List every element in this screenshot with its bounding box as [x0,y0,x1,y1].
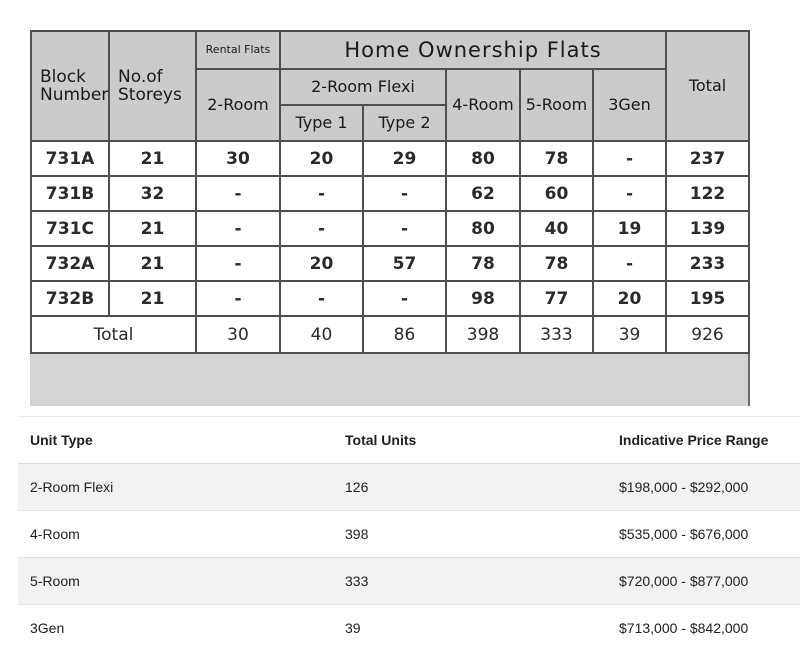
total-grand: 926 [666,316,749,353]
header-block-number: Block Number [31,31,109,141]
cell-flexi-type-2: 57 [363,246,446,281]
cell-4-room: 80 [446,141,520,176]
cell-4-room: 80 [446,211,520,246]
header-3gen: 3Gen [593,69,666,141]
cell-total-units: 39 [345,620,361,636]
cell-3gen: 20 [593,281,666,316]
cell-total: 195 [666,281,749,316]
cell-storeys: 21 [109,211,196,246]
cell-total-units: 333 [333,558,607,605]
header-5-room: 5-Room [520,69,593,141]
cell-total: 237 [666,141,749,176]
header-indicative-price-range: Indicative Price Range [607,417,800,464]
table-row [31,281,749,316]
cell-unit-type: 4-Room [30,526,80,542]
cell-flexi-type-1: - [280,281,363,316]
header-2-room-flexi: 2-Room Flexi [280,69,446,105]
cell-flexi-type-1: 20 [280,141,363,176]
header-type-1: Type 1 [280,105,363,141]
cell-4-room: 98 [446,281,520,316]
cell-unit-type: 3Gen [30,620,65,636]
cell-block: 731C [31,211,109,246]
header-home-ownership-flats: Home Ownership Flats [280,31,666,69]
price-table-header [18,417,800,464]
cell-flexi-type-1: 20 [280,246,363,281]
cell-block: 732B [31,281,109,316]
cell-rental-2-room: - [196,211,280,246]
cell-storeys: 32 [109,176,196,211]
cell-flexi-type-2: - [363,281,446,316]
cell-price-range: $720,000 - $877,000 [607,558,800,605]
cell-unit-type: 5-Room [18,558,333,605]
cell-storeys: 21 [109,246,196,281]
total-flexi-type-1: 40 [280,316,363,353]
total-rental-2-room: 30 [196,316,280,353]
cell-total-units: 398 [345,526,369,542]
table-row [18,511,800,558]
cell-5-room: 78 [520,141,593,176]
cell-storeys: 21 [109,141,196,176]
cell-total: 139 [666,211,749,246]
table-row [18,558,800,605]
table-row [18,464,800,511]
cell-rental-2-room: - [196,176,280,211]
header-unit-type: Unit Type [18,417,333,464]
cell-5-room: 77 [520,281,593,316]
price-table [18,416,800,651]
cell-5-room: 60 [520,176,593,211]
table-row [31,246,749,281]
header-4-room: 4-Room [446,69,520,141]
cell-rental-2-room: - [196,281,280,316]
total-4-room: 398 [446,316,520,353]
cell-rental-2-room: 30 [196,141,280,176]
header-total: Total [666,31,749,141]
cell-flexi-type-2: 29 [363,141,446,176]
cell-block: 732A [31,246,109,281]
total-3gen: 39 [593,316,666,353]
cell-price-range: $198,000 - $292,000 [607,464,800,511]
table-row [18,605,800,652]
total-5-room: 333 [520,316,593,353]
table-row [31,211,749,246]
cell-3gen: - [593,176,666,211]
cell-block: 731B [31,176,109,211]
cell-4-room: 78 [446,246,520,281]
cell-total: 233 [666,246,749,281]
header-rental-flats: Rental Flats [196,31,280,69]
block-summary-image [30,30,750,406]
total-flexi-type-2: 86 [363,316,446,353]
header-total-units: Total Units [333,417,607,464]
header-no-of-storeys: No.of Storeys [109,31,196,141]
cell-3gen: - [593,246,666,281]
cell-price-range: $713,000 - $842,000 [619,620,749,636]
cell-total-units: 126 [333,464,607,511]
cell-flexi-type-1: - [280,211,363,246]
table-row [31,176,749,211]
cell-3gen: 19 [593,211,666,246]
cell-flexi-type-2: - [363,211,446,246]
total-row [31,316,749,353]
cell-block: 731A [31,141,109,176]
cell-flexi-type-2: - [363,176,446,211]
cell-3gen: - [593,141,666,176]
cell-unit-type: 2-Room Flexi [18,464,333,511]
header-2-room: 2-Room [196,69,280,141]
total-row-label: Total [31,316,196,353]
block-summary-table [30,30,750,354]
table-row [31,141,749,176]
cell-rental-2-room: - [196,246,280,281]
header-type-2: Type 2 [363,105,446,141]
cell-5-room: 40 [520,211,593,246]
cell-5-room: 78 [520,246,593,281]
cell-flexi-type-1: - [280,176,363,211]
cell-4-room: 62 [446,176,520,211]
cell-price-range: $535,000 - $676,000 [619,526,749,542]
cell-total: 122 [666,176,749,211]
cell-storeys: 21 [109,281,196,316]
